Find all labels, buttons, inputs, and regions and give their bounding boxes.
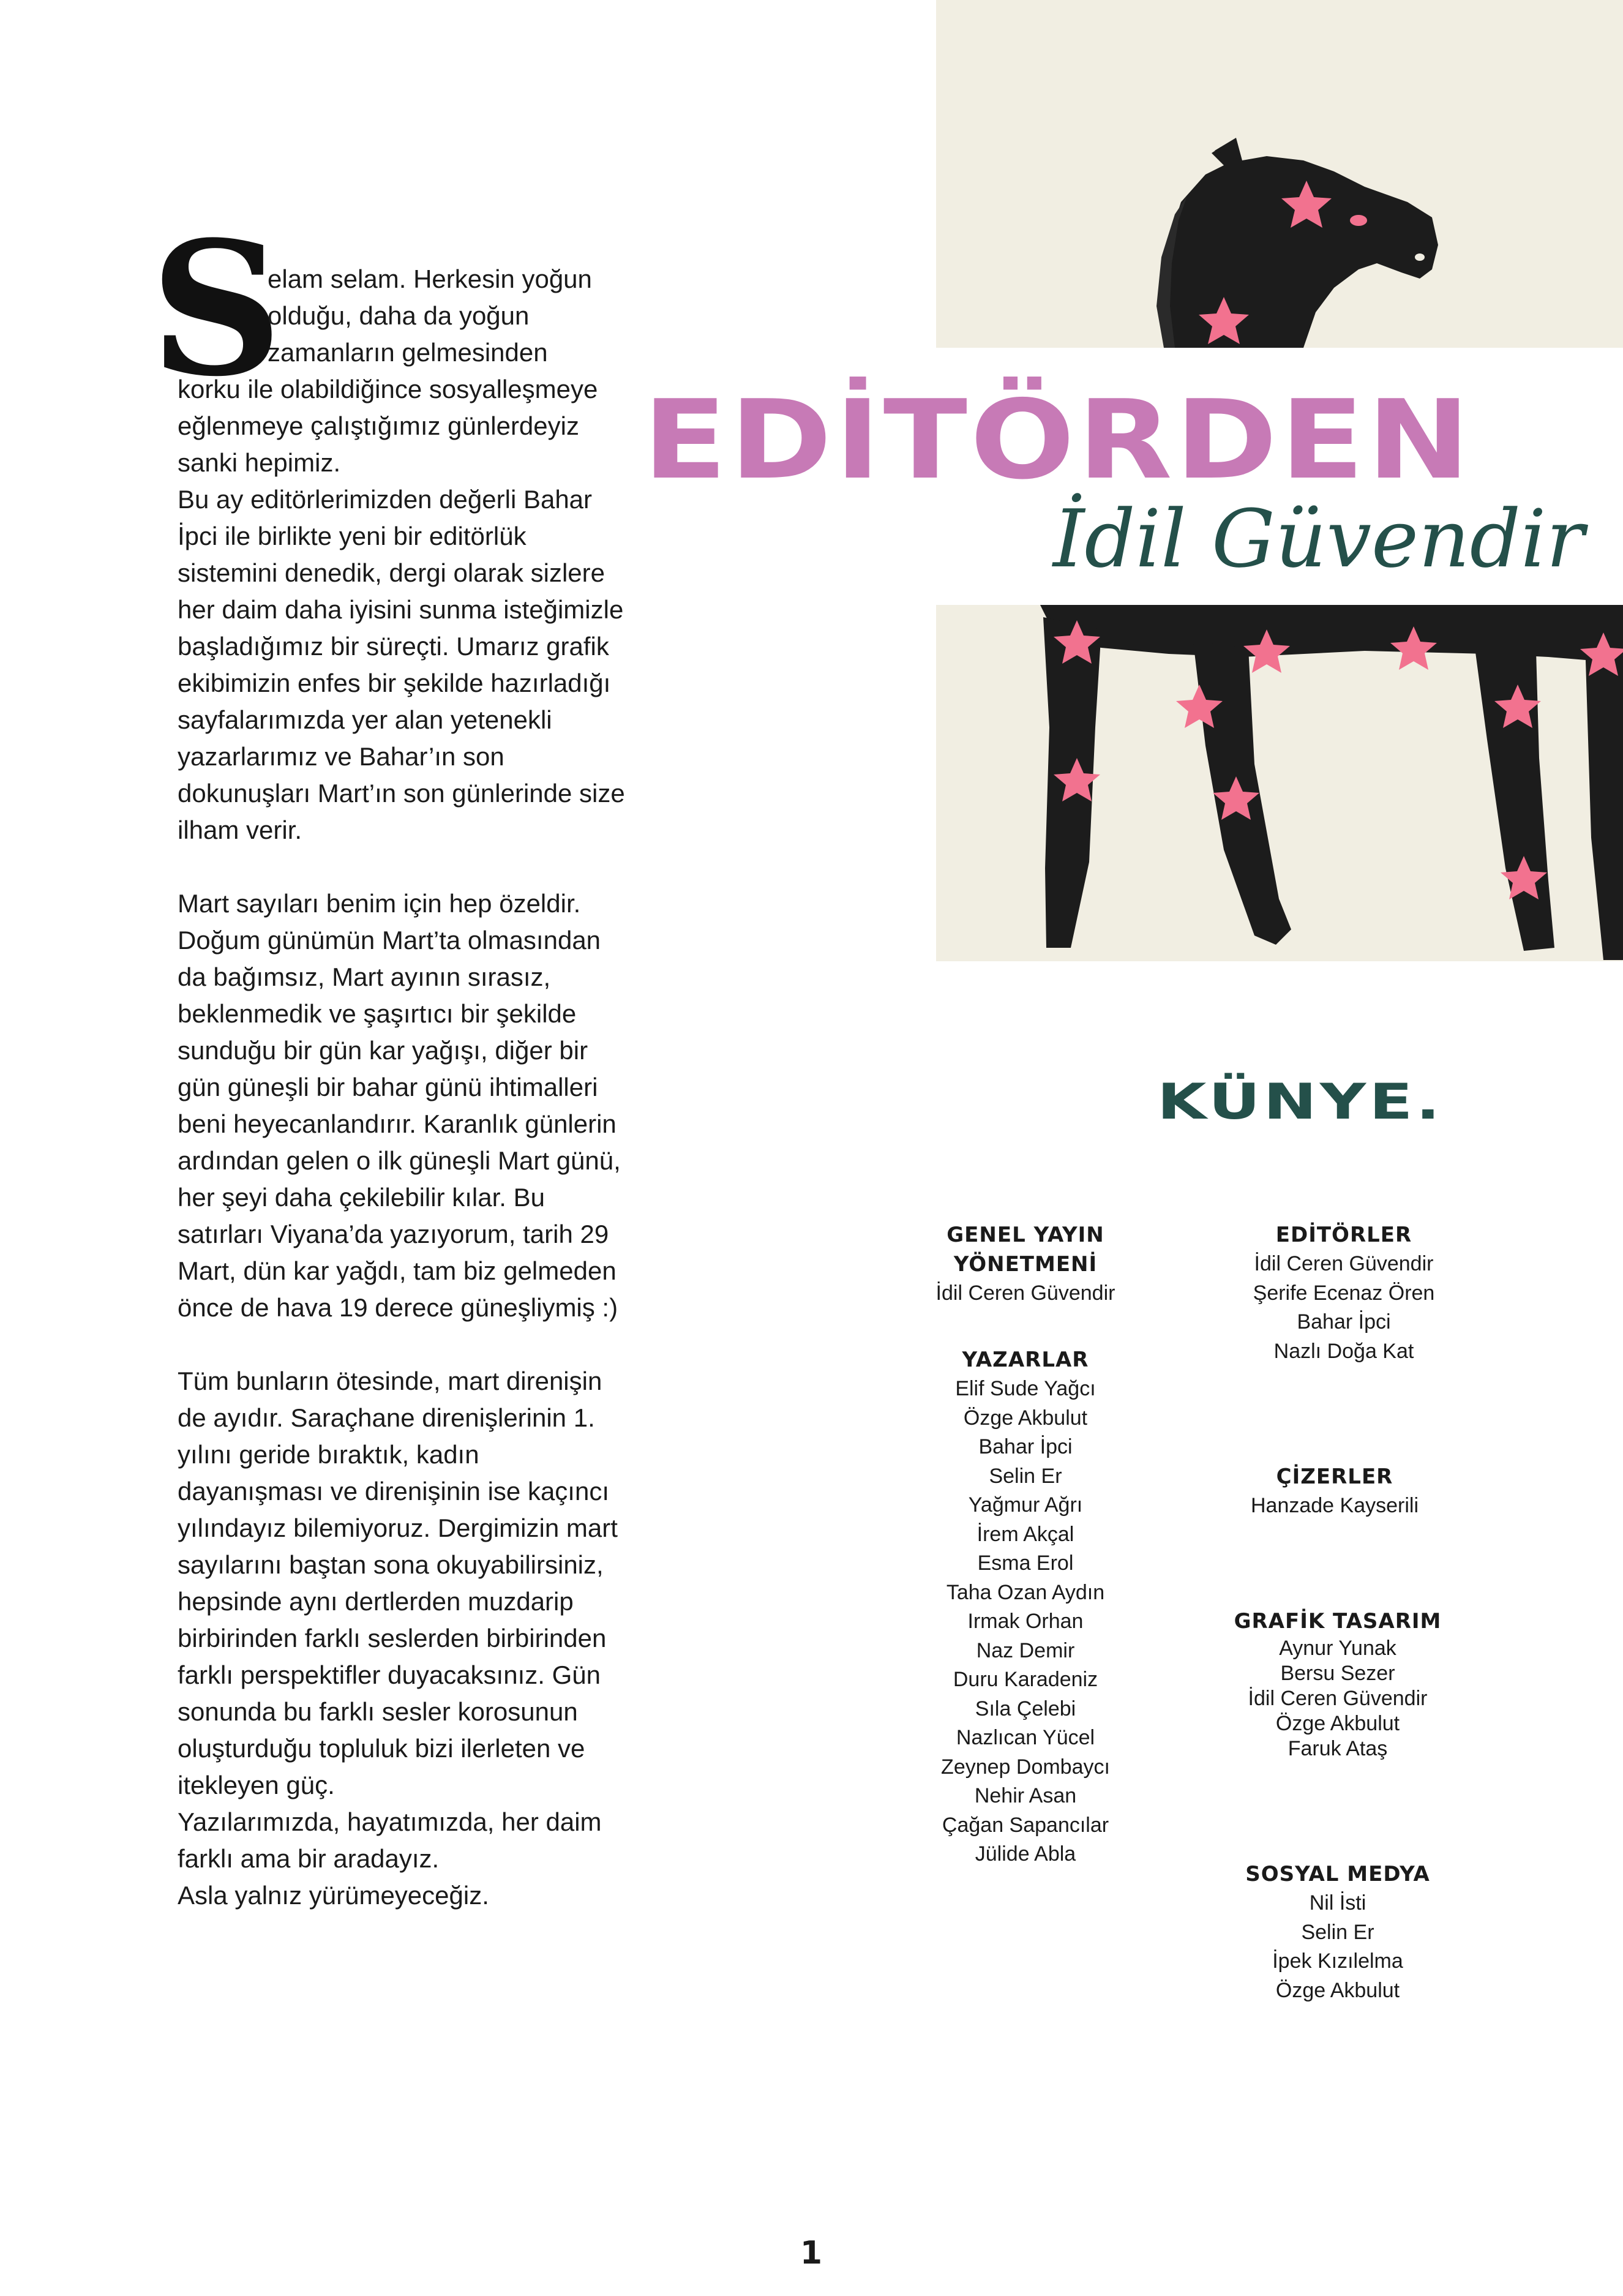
credit-name: Nazlı Doğa Kat <box>1273 1339 1414 1363</box>
credit-name: Nazlıcan Yücel <box>956 1726 1095 1749</box>
paragraph: Mart sayıları benim için hep özeldir. Doğum günümün Mart’ta olmasından da bağımsız, Mart ayının sırasız, beklenmedik ve şaşırtıcı bir şekilde sunduğu bir gün kar yağışı, diğer bir gün güneşli bir bahar günü ihtimalleri beni heyecanlandırır. Karanlık günlerin ardından gelen o ilk güneşli Mart günü, her şeyi daha çekilebilir kılar. Bu satırları Viyana’da yazıyorum, tarih 29 Mart, dün kar yağdı, tam biz gelmeden önce de hava 19 derece güneşliymiş :) <box>178 889 621 1322</box>
name-list <box>1194 1491 1475 1521</box>
section-editorler <box>1203 1220 1485 1366</box>
credit-name: Jülide Abla <box>975 1842 1076 1866</box>
credit-name: Bersu Sezer <box>1280 1662 1395 1685</box>
section-heading: GENEL YAYIN YÖNETMENİ <box>946 1223 1104 1277</box>
section-heading: YAZARLAR <box>962 1348 1089 1372</box>
name-list <box>1197 1889 1479 2005</box>
paragraph: Tüm bunların ötesinde, mart direnişin de ayıdır. Saraçhane direnişlerinin 1. yılını geride bıraktık, kadın dayanışması ve direnişinin ise kaçıncı yılındayız bilemiyoruz. Dergimizin mart sayılarını baştan sona okuyabilirsiniz, hepsinde aynı dertlerden muzdarip birbirinden farklı seslerden birbirinden farklı perspektifler duyacaksınız. Gün sonunda bu farklı sesler korosunun oluşturduğu topluluk bizi ilerleten ve itekleyen güç. Yazılarımızda, hayatımızda, her daim farklı ama bir aradayız. Asla yalnız yürümeyeceğiz. <box>178 1367 618 1910</box>
section-heading: GRAFİK TASARIM <box>1234 1609 1442 1634</box>
credit-name: İdil Ceren Güvendir <box>1248 1687 1428 1710</box>
section-heading: ÇİZERLER <box>1276 1465 1393 1489</box>
section-genel-yayin <box>885 1220 1166 1308</box>
kunye-title: KÜNYE. <box>1157 1073 1444 1130</box>
credit-name: Çağan Sapancılar <box>942 1813 1109 1837</box>
page-title: EDİTÖRDEN <box>643 377 1473 503</box>
credit-name: Duru Karadeniz <box>953 1668 1098 1691</box>
section-yazarlar <box>885 1345 1166 1869</box>
author-name: İdil Güvendir <box>1053 492 1584 585</box>
credit-name: Naz Demir <box>976 1638 1075 1662</box>
name-list <box>885 1279 1166 1308</box>
credit-name: Bahar İpci <box>1297 1310 1391 1334</box>
lead-paragraph: elam selam. Herkesin yoğun olduğu, daha da yoğun zamanların gelmesinden <box>268 264 592 367</box>
credit-name: Zeynep Dombaycı <box>941 1755 1110 1779</box>
name-list <box>885 1375 1166 1869</box>
credit-name: Özge Akbulut <box>1275 1978 1400 2002</box>
credit-name: İdil Ceren Güvendir <box>1254 1252 1434 1275</box>
section-grafik-tasarim <box>1197 1607 1479 1761</box>
credit-name: İpek Kızılelma <box>1272 1949 1403 1973</box>
section-cizerler <box>1194 1462 1475 1521</box>
credit-name: Şerife Ecenaz Ören <box>1253 1281 1435 1305</box>
credit-name: Yağmur Ağrı <box>968 1493 1083 1517</box>
horse-illustration-bottom <box>936 605 1623 961</box>
credit-name: İrem Akçal <box>976 1522 1074 1546</box>
section-sosyal-medya <box>1197 1859 1479 2005</box>
credit-name: Irmak Orhan <box>967 1610 1084 1633</box>
name-list <box>1197 1636 1479 1761</box>
credit-name: Selin Er <box>989 1464 1062 1488</box>
credit-name: Elif Sude Yağcı <box>955 1377 1096 1400</box>
credit-name: Hanzade Kayserili <box>1250 1494 1419 1517</box>
drop-cap: S <box>150 201 283 417</box>
credit-name: Esma Erol <box>977 1551 1074 1575</box>
name-list <box>1203 1250 1485 1366</box>
credit-name: Nil İsti <box>1309 1891 1366 1915</box>
section-heading: EDİTÖRLER <box>1275 1223 1412 1247</box>
credit-name: Aynur Yunak <box>1279 1637 1396 1660</box>
credit-name: İdil Ceren Güvendir <box>935 1281 1115 1305</box>
credit-name: Selin Er <box>1301 1920 1374 1944</box>
credit-name: Nehir Asan <box>974 1784 1077 1807</box>
credit-name: Bahar İpci <box>978 1435 1073 1458</box>
editorial-body <box>178 371 631 1914</box>
horse-head-graphic <box>936 0 1623 348</box>
credit-name: Faruk Ataş <box>1288 1737 1388 1760</box>
paragraph: korku ile olabildiğince sosyalleşmeye eğlenmeye çalıştığımız günlerdeyiz sanki hepimiz. Bu ay editörlerimizden değerli Bahar İpci ile birlikte yeni bir editörlük sistemini denedik, dergi olarak sizlere her daim daha iyisini sunma isteğimizle başladığımız bir süreçti. Umarız grafik ekibimizin enfes bir şekilde hazırladığı sayfalarımızda yer alan yetenekli yazarlarımız ve Bahar’ın son dokunuşları Mart’ın son günlerinde size ilham verir. <box>178 375 625 844</box>
credit-name: Özge Akbulut <box>1275 1712 1400 1735</box>
horse-legs-graphic <box>936 605 1623 961</box>
credit-name: Sıla Çelebi <box>975 1697 1076 1720</box>
section-heading: SOSYAL MEDYA <box>1245 1862 1430 1886</box>
page-number: 1 <box>800 2235 823 2272</box>
horse-illustration-top <box>936 0 1623 348</box>
credit-name: Özge Akbulut <box>963 1406 1088 1430</box>
credit-name: Taha Ozan Aydın <box>946 1580 1105 1604</box>
